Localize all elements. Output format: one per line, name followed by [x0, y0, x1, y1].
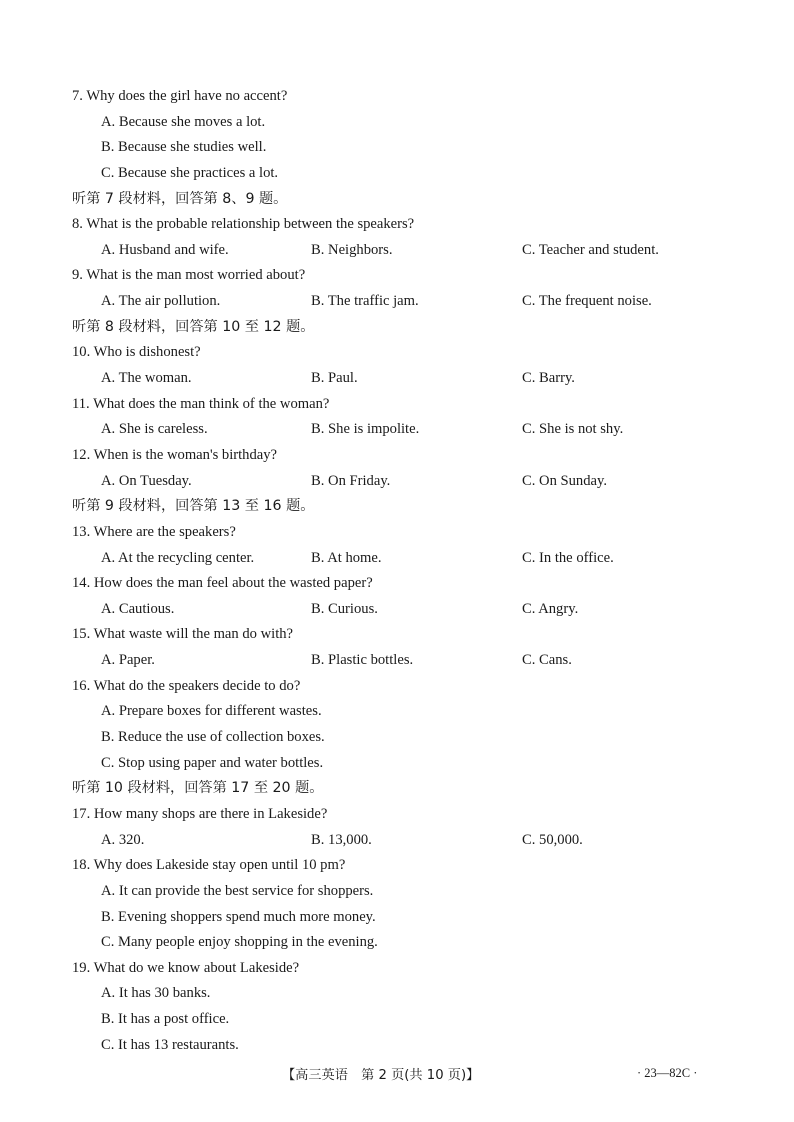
exam-content [72, 84, 732, 1058]
option-c: C. Teacher and student. [522, 241, 659, 258]
option-row [72, 648, 732, 674]
question-stem: 9. What is the man most worried about? [72, 267, 306, 284]
section-instruction: 听第 9 段材料，回答第 13 至 16 题。 [72, 498, 315, 515]
section-instruction: 听第 10 段材料，回答第 17 至 20 题。 [72, 780, 324, 797]
question-stem: 8. What is the probable relationship between the speakers? [72, 216, 415, 233]
option-b: B. Paul. [311, 370, 358, 387]
option-line: A. It can provide the best service for shoppers. [101, 882, 374, 899]
option-row [72, 546, 732, 572]
option-row [72, 469, 732, 495]
option-line: C. It has 13 restaurants. [101, 1036, 239, 1053]
option-a: A. On Tuesday. [101, 472, 192, 489]
page-footer: 【高三英语 第 2 页(共 10 页)】 [282, 1068, 480, 1083]
option-b: B. She is impolite. [311, 421, 420, 438]
question-stem: 12. When is the woman's birthday? [72, 446, 278, 463]
option-b: B. Neighbors. [311, 241, 393, 258]
option-c: C. 50,000. [522, 831, 583, 848]
option-c: C. In the office. [522, 549, 614, 566]
option-line: C. Many people enjoy shopping in the evening. [101, 934, 378, 951]
option-a: A. Paper. [101, 652, 155, 669]
option-b: B. The traffic jam. [311, 293, 419, 310]
question-stem: 16. What do the speakers decide to do? [72, 677, 301, 694]
option-b: B. Curious. [311, 600, 378, 617]
question-stem: 14. How does the man feel about the wasted paper? [72, 575, 373, 592]
question-stem: 11. What does the man think of the woman? [72, 395, 330, 412]
option-c: C. On Sunday. [522, 472, 607, 489]
option-a: A. Husband and wife. [101, 241, 229, 258]
option-row [72, 597, 732, 623]
option-a: A. At the recycling center. [101, 549, 255, 566]
question-stem: 15. What waste will the man do with? [72, 626, 294, 643]
option-row [72, 828, 732, 854]
section-instruction: 听第 7 段材料，回答第 8、9 题。 [72, 190, 288, 207]
option-a: A. Cautious. [101, 600, 175, 617]
option-line: C. Stop using paper and water bottles. [101, 754, 324, 771]
option-row [72, 417, 732, 443]
option-line: A. Prepare boxes for different wastes. [101, 703, 322, 720]
section-instruction: 听第 8 段材料，回答第 10 至 12 题。 [72, 318, 315, 335]
question-stem: 7. Why does the girl have no accent? [72, 88, 288, 104]
option-b: B. 13,000. [311, 831, 372, 848]
option-line: B. Because she studies well. [101, 139, 267, 156]
option-line: B. Evening shoppers spend much more money. [101, 908, 376, 925]
question-stem: 10. Who is dishonest? [72, 344, 201, 361]
option-line: B. Reduce the use of collection boxes. [101, 729, 325, 746]
option-row [72, 366, 732, 392]
option-a: A. The air pollution. [101, 293, 221, 310]
option-a: A. 320. [101, 831, 145, 848]
option-row [72, 289, 732, 315]
question-stem: 17. How many shops are there in Lakeside? [72, 805, 328, 822]
option-a: A. The woman. [101, 370, 192, 387]
question-stem: 18. Why does Lakeside stay open until 10 pm? [72, 857, 346, 874]
question-stem: 19. What do we know about Lakeside? [72, 959, 300, 976]
option-c: C. The frequent noise. [522, 293, 652, 310]
option-row [72, 238, 732, 264]
option-line: A. Because she moves a lot. [101, 113, 266, 130]
option-c: C. Cans. [522, 652, 572, 669]
question-stem: 13. Where are the speakers? [72, 523, 236, 540]
option-c: C. Angry. [522, 600, 579, 617]
option-c: C. Barry. [522, 370, 575, 387]
option-c: C. She is not shy. [522, 421, 624, 438]
option-b: B. On Friday. [311, 472, 391, 489]
option-b: B. Plastic bottles. [311, 652, 414, 669]
option-line: C. Because she practices a lot. [101, 164, 279, 181]
paper-code: · 23—82C · [637, 1066, 698, 1080]
option-a: A. She is careless. [101, 421, 208, 438]
option-line: A. It has 30 banks. [101, 985, 211, 1002]
option-b: B. At home. [311, 549, 382, 566]
option-line: B. It has a post office. [101, 1011, 230, 1028]
